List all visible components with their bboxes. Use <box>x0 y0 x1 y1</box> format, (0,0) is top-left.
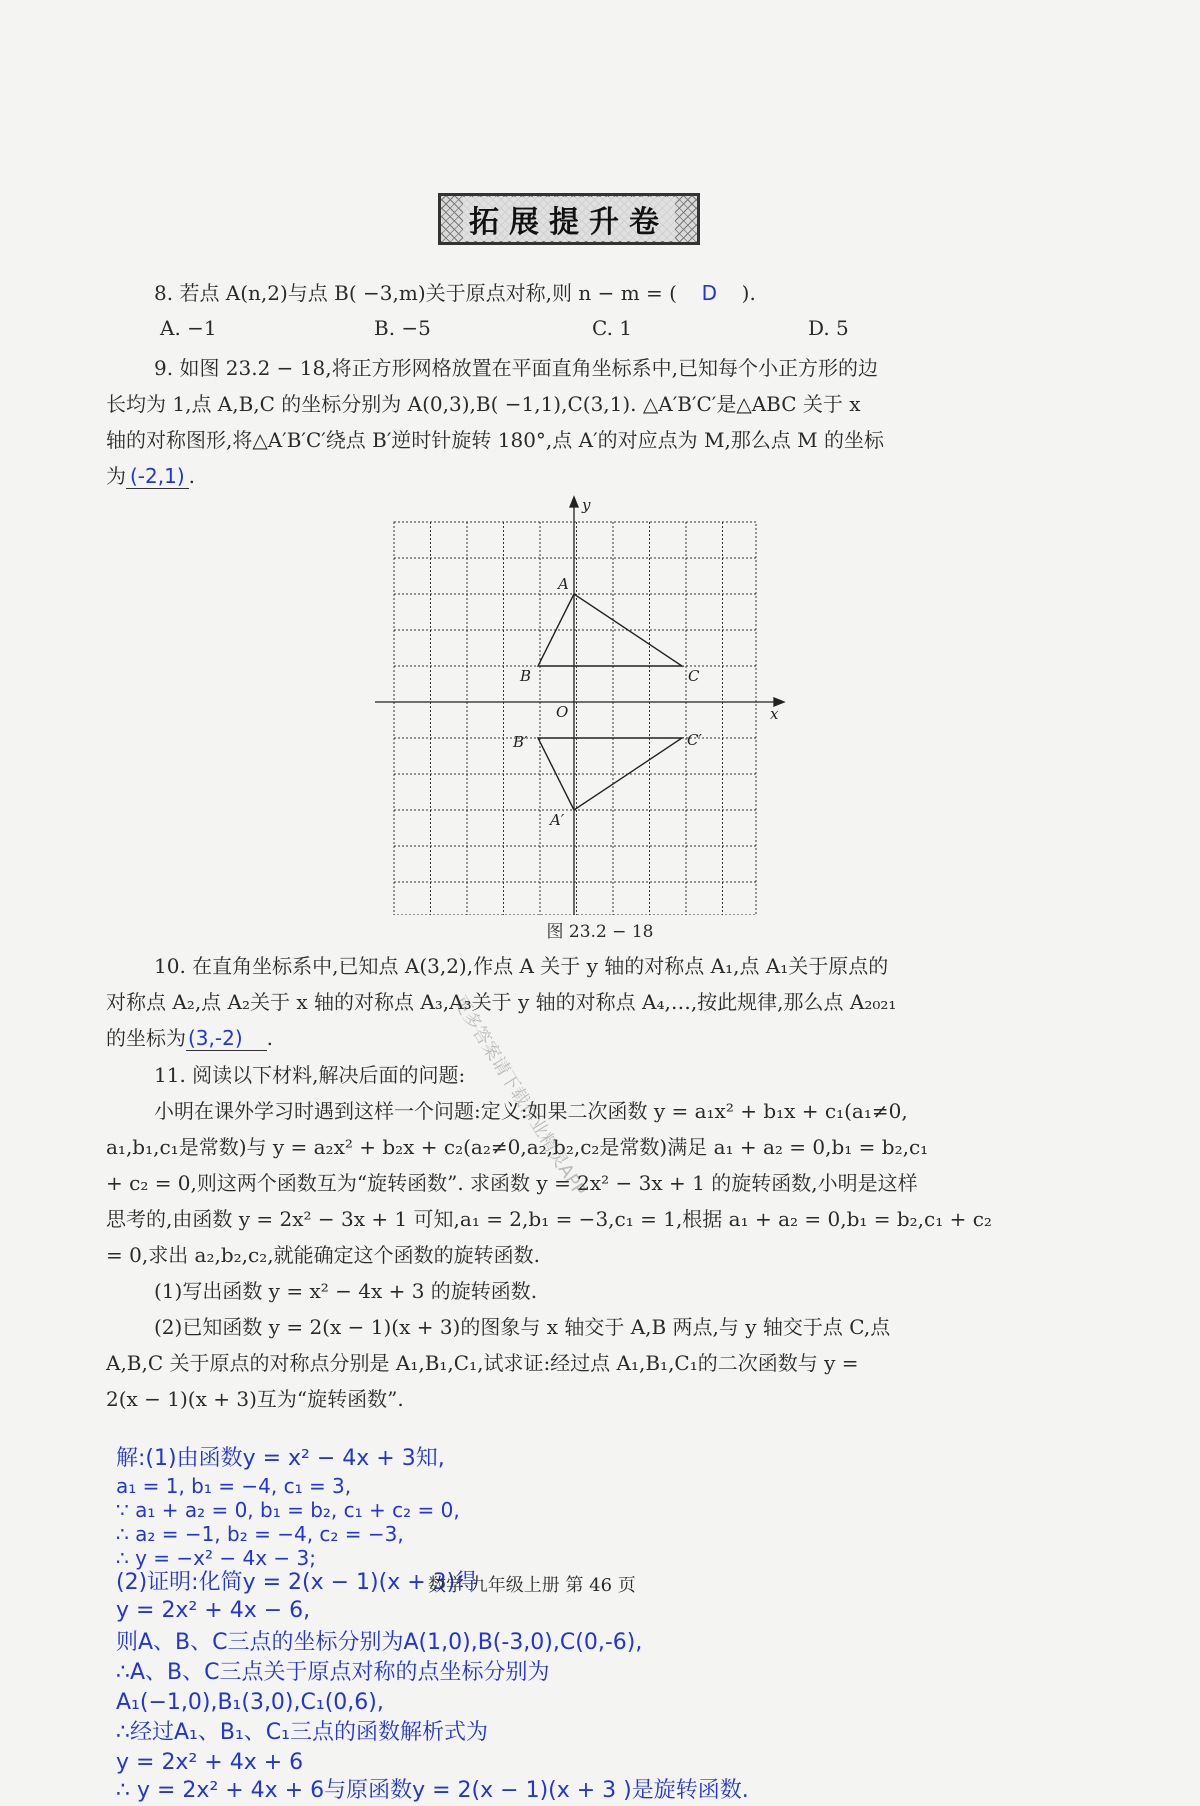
y-axis-label: y <box>582 496 591 514</box>
q10-line-2: 对称点 A₂,点 A₂关于 x 轴的对称点 A₃,A₃关于 y 轴的对称点 A₄,…,按此规律,那么点 A₂₀₂₁ <box>106 990 897 1014</box>
q10-line-3: 的坐标为 (3,-2) . <box>106 1026 273 1050</box>
q10-line-1: 10. 在直角坐标系中,已知点 A(3,2),作点 A 关于 y 轴的对称点 A₁,点 A₁关于原点的 <box>154 954 889 978</box>
solution-line-1: 解:(1)由函数y = x² − 4x + 3知, <box>116 1446 445 1471</box>
q11-line-2: 小明在课外学习时遇到这样一个问题:定义:如果二次函数 y = a₁x² + b₁x + c₁(a₁≠0, <box>154 1099 908 1123</box>
point-b-prime-label: B′ <box>513 733 528 751</box>
section-banner <box>438 193 700 245</box>
q11-line-3: a₁,b₁,c₁是常数)与 y = a₂x² + b₂x + c₂(a₂≠0,a₂,b₂,c₂是常数)满足 a₁ + a₂ = 0,b₁ = b₂,c₁ <box>106 1135 929 1159</box>
q11-part-2-line-2: A,B,C 关于原点的对称点分别是 A₁,B₁,C₁,试求证:经过点 A₁,B₁,C₁的二次函数与 y = <box>106 1351 859 1375</box>
point-a-prime-label: A′ <box>550 811 565 829</box>
solution-line-6: (2)证明:化简y = 2(x − 1)(x + 3)得 <box>116 1570 478 1595</box>
solution-line-7: y = 2x² + 4x − 6, <box>116 1598 311 1623</box>
solution-line-4: ∴ a₂ = −1, b₂ = −4, c₂ = −3, <box>116 1522 404 1546</box>
solution-line-12: y = 2x² + 4x + 6 <box>116 1750 304 1775</box>
point-b-label: B <box>520 667 532 685</box>
section-title: 拓展提升卷 <box>463 197 675 241</box>
q11-line-5: 思考的,由函数 y = 2x² − 3x + 1 可知,a₁ = 2,b₁ = −3,c₁ = 1,根据 a₁ + a₂ = 0,b₁ = b₂,c₁ + c₂ <box>106 1207 992 1231</box>
grid <box>394 522 756 915</box>
q11-part-1: (1)写出函数 y = x² − 4x + 3 的旋转函数. <box>154 1279 538 1303</box>
q8-option-d: D. 5 <box>808 316 849 340</box>
point-c-prime-label: C′ <box>687 731 702 749</box>
solution-line-2: a₁ = 1, b₁ = −4, c₁ = 3, <box>116 1474 352 1498</box>
q8-answer: D <box>701 281 718 305</box>
point-c-label: C <box>688 667 700 685</box>
q11-line-6: = 0,求出 a₂,b₂,c₂,就能确定这个函数的旋转函数. <box>106 1243 540 1267</box>
q9-answer: (-2,1) <box>126 464 189 489</box>
q11-part-2-line-1: (2)已知函数 y = 2(x − 1)(x + 3)的图象与 x 轴交于 A,B 两点,与 y 轴交于点 C,点 <box>154 1315 891 1339</box>
figure-caption: 图 23.2 − 18 <box>546 922 654 942</box>
solution-line-5: ∴ y = −x² − 4x − 3; <box>116 1546 316 1570</box>
origin-label: O <box>556 703 569 721</box>
solution-line-10: A₁(−1,0),B₁(3,0),C₁(0,6), <box>116 1690 384 1715</box>
x-axis-label: x <box>770 705 779 723</box>
q11-part-2-line-3: 2(x − 1)(x + 3)互为“旋转函数”. <box>106 1387 404 1411</box>
solution-line-13: ∴ y = 2x² + 4x + 6与原函数y = 2(x − 1)(x + 3 )是旋转函数. <box>116 1778 749 1803</box>
q8-option-a: A. −1 <box>160 316 217 340</box>
q9-line-1: 9. 如图 23.2 − 18,将正方形网格放置在平面直角坐标系中,已知每个小正方形的边 <box>154 356 878 380</box>
y-axis-arrow <box>570 497 578 507</box>
watermark: 更多答案请下载作业精灵APP <box>448 992 590 1201</box>
q9-line-3: 轴的对称图形,将△A′B′C′绕点 B′逆时针旋转 180°,点 A′的对应点为 M,那么点 M 的坐标 <box>106 428 885 452</box>
page-footer: 数学 九年级上册 第 46 页 <box>428 1575 636 1596</box>
solution-line-11: ∴经过A₁、B₁、C₁三点的函数解析式为 <box>116 1720 488 1745</box>
grid-border <box>394 522 756 915</box>
solution-line-3: ∵ a₁ + a₂ = 0, b₁ = b₂, c₁ + c₂ = 0, <box>116 1498 460 1522</box>
solution-line-8: 则A、B、C三点的坐标分别为A(1,0),B(-3,0),C(0,-6), <box>116 1630 643 1655</box>
q9-line-4: 为 (-2,1) . <box>106 464 195 488</box>
q10-answer: (3,-2) <box>186 1026 267 1051</box>
q8-option-c: C. 1 <box>592 316 633 340</box>
q11-line-1: 11. 阅读以下材料,解决后面的问题: <box>154 1063 466 1087</box>
q11-line-4: + c₂ = 0,则这两个函数互为“旋转函数”. 求函数 y = 2x² − 3x + 1 的旋转函数,小明是这样 <box>106 1171 918 1195</box>
point-a-label: A <box>558 575 569 593</box>
q9-line-2: 长均为 1,点 A,B,C 的坐标分别为 A(0,3),B( −1,1),C(3,1). △A′B′C′是△ABC 关于 x <box>106 392 861 416</box>
coordinate-figure <box>360 495 790 915</box>
q8-stem: 8. 若点 A(n,2)与点 B( −3,m)关于原点对称,则 n − m = ( D ). <box>154 281 756 305</box>
solution-line-9: ∴A、B、C三点关于原点对称的点坐标分别为 <box>116 1660 550 1685</box>
q8-option-b: B. −5 <box>374 316 431 340</box>
